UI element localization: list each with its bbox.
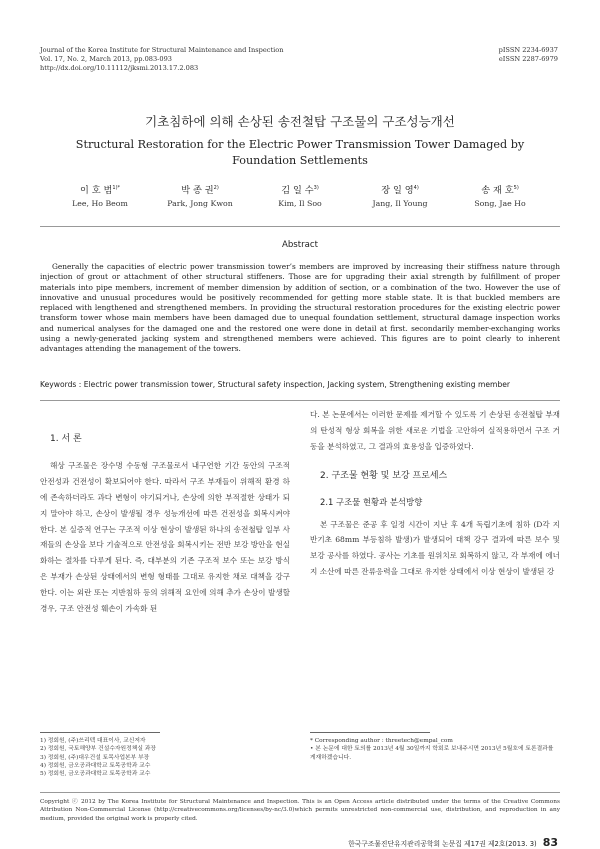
section-heading-introduction: 1. 서 론 [50,434,82,444]
author-name-en: Lee, Ho Beom [72,199,128,208]
title-english [40,137,560,169]
eissn: eISSN 2287-6979 [498,55,558,63]
author-name-ko: 김 일 수 [281,185,314,196]
subsection-heading: 2.1 구조물 현황과 분석방향 [320,496,423,507]
footnote: 5) 정회원, 금오공과대학교 토목공학과 교수 [40,771,151,778]
author [450,182,550,208]
title-english-line2: Foundation Settlements [232,154,368,167]
copyright-notice: Copyright ⓒ 2012 by The Korea Institute for Structural Maintenance and Inspection. This is an Open Access article distributed under the terms of the Creative Commons Attribution Non-Commercial License (http://creativecommons.org/licenses/by-nc/3.0)which permits unrestricted non-commercial use, distribution, and reproduction in any medium, provided the original work is properly cited. [40,799,560,822]
section-heading-structure: 2. 구조물 현황 및 보강 프로세스 [320,470,448,481]
author-affil-mark: 1)* [112,184,121,191]
body-column-left [40,432,290,617]
footnote: 3) 정회원, (주)대우건설 토목사업본부 부장 [40,754,150,761]
author-name-en: Song, Jae Ho [474,199,526,208]
body-paragraph: 다. 본 논문에서는 이러한 문제를 제거할 수 있도록 기 손상된 송전철탑 부재의 탄성적 형상 회복을 위한 새로운 기법을 고안하여 실적용하면서 구조 거동을 분석하였고, 그 결과의 효용성을 입증하였다. [310,410,560,451]
footnotes-affiliations [40,737,290,778]
page-number: 83 [542,836,558,849]
author-affil-mark: 2) [213,184,219,191]
author-name-ko: 박 종 권 [181,185,214,196]
author-affil-mark: 4) [413,184,419,191]
footnote-rule-right [310,732,430,733]
title-korean: 기초침하에 의해 손상된 송전철탑 구조물의 구조성능개선 [145,114,455,129]
author [50,182,150,208]
abstract-body: Generally the capacities of electric power transmission tower’s members are improved by increasing their stiffness nature through injection of grout or attachment of other structural stiffeners. Those are for upgrading their axial strength by fulfillment of proper materials into pipe members, increment of member dimension by addition of section, or a combination of the two. However the use of innovative and unusual procedures would be positively recommended for getting more stable state. It is that buckled members are replaced with lengthened and strengthened members. In providing the structural restoration procedures for the existing electric power transform tower whose main members have been damaged due to unequal foundation settlement, structural damage inspection works and numerical analyses for the damaged one and the restored one were done in detail at first. secondarily member-exchanging works using a newly-generated jacking system and strengthened members were achieved. This figures are to point clearly to inherent advantages attending the management of the towers. [40,262,560,354]
author-affil-mark: 3) [313,184,319,191]
footnotes-correspondence [310,737,560,762]
issn-block [398,46,558,64]
author-name-ko: 송 재 호 [481,185,514,196]
author [350,182,450,208]
divider-abstract [40,400,560,401]
keywords: Keywords : Electric power transmission tower, Structural safety inspection, Jacking system, Strengthening existing member [40,380,511,389]
author-affil-mark: 5) [513,184,519,191]
divider-top [40,226,560,227]
pissn: pISSN 2234-6937 [498,46,558,54]
body-paragraph: 해상 구조물은 장수명 수동형 구조물로서 내구연한 기간 동안의 구조적 안전성과 건전성이 확보되어야 한다. 따라서 구조 부재들이 위해적 환경 하에 존속하더라도 과다 변형이 야기되거나, 손상에 의한 부적절한 상태가 되지 말아야 하고, 손상이 발생될 경우 성능개선에 따른 건전성을 회복시켜야 한다. 본 실증적 연구는 구조적 이상 현상이 발생된 하나의 송전철탑 일부 사재들의 손상을 보다 기술적으로 안전성을 회복시키는 전반 보강 방안을 현실화하는 절차를 다루게 된다. 즉, 대부분의 기존 구조적 보수 또는 보강 방식은 부재가 손상된 상태에서의 변형 형태를 그대로 유지한 채로 대책을 강구한다. 이는 외란 또는 지반침하 등의 위해적 요인에 의해 추가 손상이 발생할 경우, 구조 안전성 훼손이 가속화 된 [40,460,290,614]
title-english-line1: Structural Restoration for the Electric Power Transmission Tower Damaged by [75,138,525,151]
footnote-discussion: • 본 논문에 대한 토의를 2013년 4월 30일까지 학회로 보내주시면 2013년 5월호에 토론결과를 게재하겠습니다. [310,746,554,761]
footer-journal: 한국구조물진단유지관리공학회 논문집 제17권 제2호(2013. 3) [348,840,537,848]
author-name-ko: 이 호 범 [79,185,113,196]
author-name-en: Jang, Il Young [372,199,428,208]
body-column-right [310,407,560,580]
journal-volume: Vol. 17, No. 2, March 2013, pp.083-093 [40,55,172,63]
journal-header [40,46,370,73]
author-list [50,182,550,208]
author-name-en: Kim, Il Soo [278,199,322,208]
footnote: 1) 정회원, (주)쓰리텍 대표이사, 교신저자 [40,738,146,744]
footnote: 2) 정회원, 국토해양부 건설수자원정책실 과장 [40,746,156,753]
author [250,182,350,208]
divider-copyright [40,792,560,793]
footnote: 4) 정회원, 금오공과대학교 토목공학과 교수 [40,762,151,769]
author-name-ko: 장 일 영 [381,185,414,196]
author [150,182,250,208]
page-footer [348,836,558,849]
footnote-corresponding-author: * Corresponding author : threetech@empal_com [310,738,453,744]
footnote-rule-left [40,732,160,733]
doi-link[interactable]: http://dx.doi.org/10.11112/jksmi.2013.17.2.083 [40,64,199,72]
journal-name: Journal of the Korea Institute for Structural Maintenance and Inspection [40,46,284,54]
author-name-en: Park, Jong Kwon [167,199,233,208]
abstract-heading: Abstract [281,240,319,250]
body-paragraph: 본 구조물은 준공 후 일정 시간이 지난 후 4개 독립기초에 침하 (D각 지반기초 68mm 부등침하 발생)가 발생되어 대책 강구 결과에 따른 보수 및 보강 공사를 하였다. 공사는 기초를 원위치로 회복하지 않고, 각 부재에 에너지 소산에 따른 잔류응력을 그대로 유지한 상태에서 이상 현상이 발생된 강 [310,519,560,577]
